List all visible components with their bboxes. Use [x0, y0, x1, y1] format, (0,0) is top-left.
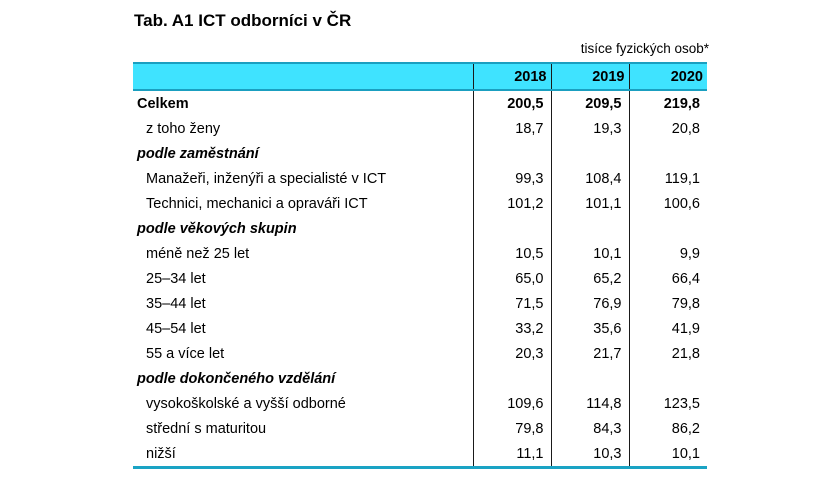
row-label: Manažeři, inženýři a specialisté v ICT: [146, 170, 387, 187]
section-row: [133, 216, 707, 241]
row-label: méně než 25 let: [146, 245, 250, 262]
header-row: [133, 63, 707, 90]
row-label: Technici, mechanici a opraváři ICT: [146, 195, 368, 212]
value-cell: 10,1: [551, 241, 629, 266]
value-cell: 86,2: [629, 416, 707, 441]
row-label: 55 a více let: [146, 345, 225, 362]
value-cell: 99,3: [473, 166, 551, 191]
value-cell: [551, 216, 629, 241]
value-cell: 219,8: [629, 90, 707, 116]
value-cell: 20,3: [473, 341, 551, 366]
section-row: [133, 366, 707, 391]
value-cell: 19,3: [551, 116, 629, 141]
table-row: [133, 441, 707, 468]
value-cell: 84,3: [551, 416, 629, 441]
table-row: [133, 241, 707, 266]
table-title: Tab. A1 ICT odborníci v ČR: [134, 11, 352, 30]
value-cell: 123,5: [629, 391, 707, 416]
row-label: 25–34 let: [146, 270, 206, 287]
value-cell: 18,7: [473, 116, 551, 141]
value-cell: 101,1: [551, 191, 629, 216]
section-label: podle věkových skupin: [137, 220, 297, 237]
unit-note: tisíce fyzických osob*: [580, 41, 709, 56]
value-cell: 10,5: [473, 241, 551, 266]
value-cell: 100,6: [629, 191, 707, 216]
table-row: [133, 416, 707, 441]
header-label-cell: [133, 63, 473, 90]
row-label: nižší: [133, 441, 473, 468]
row-label: střední s maturitou: [146, 420, 267, 437]
table-row: [133, 341, 707, 366]
value-cell: 10,3: [551, 441, 629, 468]
value-cell: [473, 366, 551, 391]
value-cell: 109,6: [473, 391, 551, 416]
total-row: [133, 90, 707, 116]
year-header: 2019: [551, 63, 629, 90]
table-row: [133, 291, 707, 316]
value-cell: 10,1: [629, 441, 707, 468]
value-cell: [629, 141, 707, 166]
row-label: 35–44 let: [146, 295, 206, 312]
section-label: podle zaměstnání: [137, 145, 259, 162]
row-label: Celkem: [137, 95, 189, 112]
value-cell: 66,4: [629, 266, 707, 291]
value-cell: 35,6: [551, 316, 629, 341]
year-header: 2018: [473, 63, 551, 90]
value-cell: 108,4: [551, 166, 629, 191]
value-cell: [629, 366, 707, 391]
table-row: [133, 266, 707, 291]
year-header: 2020: [629, 63, 707, 90]
value-cell: 119,1: [629, 166, 707, 191]
value-cell: 76,9: [551, 291, 629, 316]
section-label: podle dokončeného vzdělání: [137, 370, 336, 387]
value-cell: 21,7: [551, 341, 629, 366]
value-cell: 79,8: [629, 291, 707, 316]
value-cell: 200,5: [473, 90, 551, 116]
value-cell: [473, 141, 551, 166]
value-cell: 11,1: [473, 441, 551, 468]
table-body: [133, 90, 707, 468]
row-label: 45–54 let: [146, 320, 206, 337]
table-row: [133, 316, 707, 341]
value-cell: 41,9: [629, 316, 707, 341]
table-row: [133, 191, 707, 216]
ict-table: [133, 62, 707, 469]
table-row: [133, 166, 707, 191]
table-row: [133, 391, 707, 416]
section-row: [133, 141, 707, 166]
value-cell: 65,0: [473, 266, 551, 291]
value-cell: 209,5: [551, 90, 629, 116]
value-cell: [629, 216, 707, 241]
value-cell: 21,8: [629, 341, 707, 366]
value-cell: 114,8: [551, 391, 629, 416]
table-row: [133, 116, 707, 141]
value-cell: 71,5: [473, 291, 551, 316]
value-cell: 20,8: [629, 116, 707, 141]
row-label: vysokoškolské a vyšší odborné: [146, 395, 346, 412]
value-cell: [551, 141, 629, 166]
value-cell: [551, 366, 629, 391]
row-label: z toho ženy: [146, 120, 221, 137]
value-cell: 9,9: [629, 241, 707, 266]
value-cell: [473, 216, 551, 241]
value-cell: 65,2: [551, 266, 629, 291]
value-cell: 101,2: [473, 191, 551, 216]
value-cell: 79,8: [473, 416, 551, 441]
value-cell: 33,2: [473, 316, 551, 341]
